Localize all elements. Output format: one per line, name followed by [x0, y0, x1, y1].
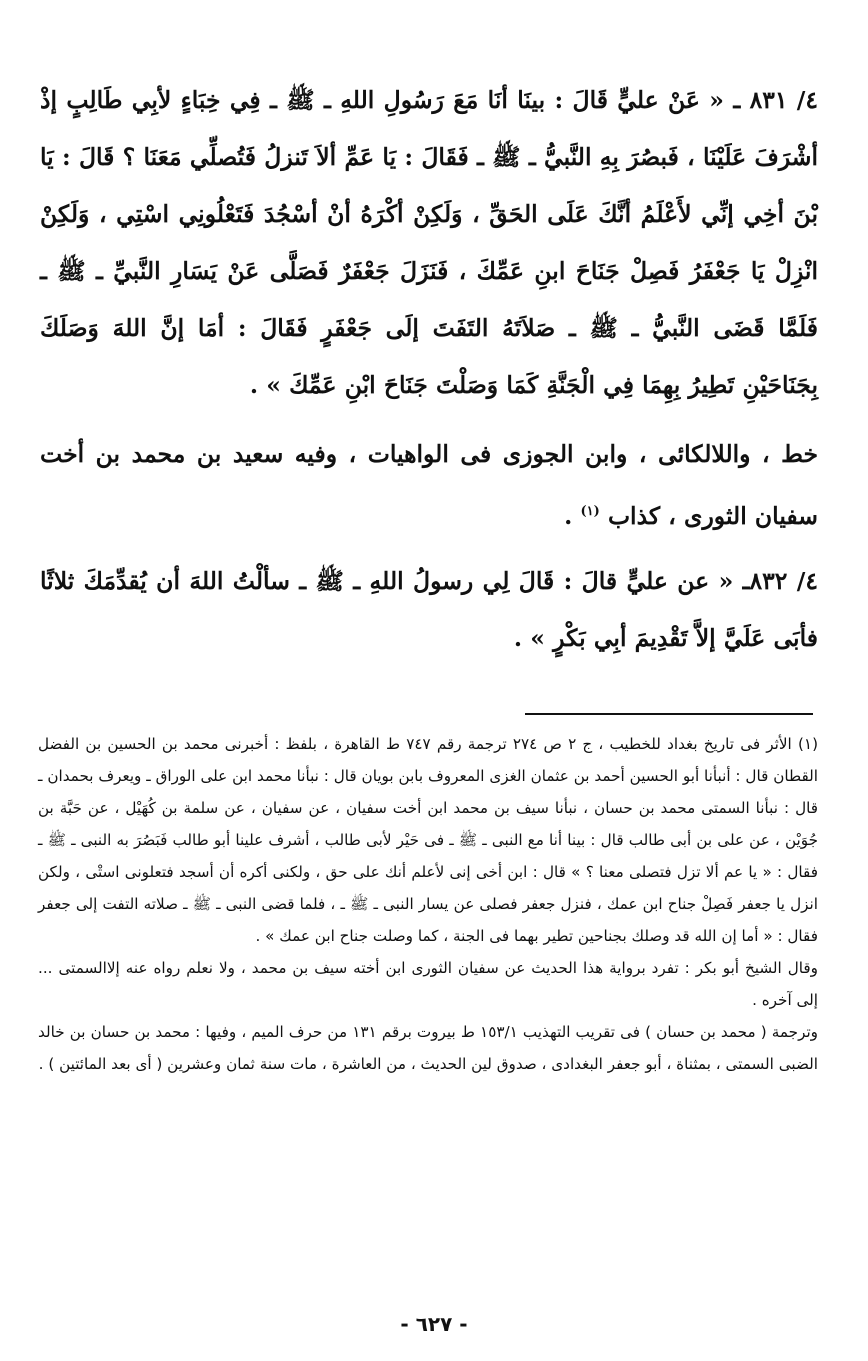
footnotes [38, 728, 818, 1080]
main-text [40, 72, 818, 667]
footnote-1-biography: وترجمة ( محمد بن حسان ) فى تقريب التهذيب ١٥٣/١ ط بيروت برقم ١٣١ من حرف الميم ، وفيها : محمد بن حسان بن خالد الضبى السمتى ، بمثناة ، أبو جعفر البغدادى ، صدوق لين الحديث ، من العاشرة ، مات سنة ثمان وعشرين ( أى بعد المائتين ) . [38, 1023, 819, 1073]
footnote-1: (١) الأثر فى تاريخ بغداد للخطيب ، ج ٢ ص ٢٧٤ ترجمة رقم ٧٤٧ ط القاهرة ، بلفظ : أخبرنى محمد بن الحسين بن الفضل القطان قال : أنبأنا أبو الحسين أحمد بن عثمان الغزى المعروف بابن بويان قال : نبأنا محمد ابن على الوراق ـ ويعرف بحمدان ـ قال : نبأنا السمتى محمد بن حسان ، نبأنا سيف بن محمد ابن أخت سفيان ، عن سفيان ، عن سلمة بن كُهَيْل ، عن حَبَّة بن جُوَيْن ، عن على بن أبى طالب قال : بينا أنا مع النبى ـ ﷺ ـ فى حَيْر لأبى طالب ، أشرف علينا أبو طالب فَبَصُرَ به النبى ـ ﷺ ـ فقال : « يا عم ألا تزل فتصلى معنا ؟ » قال : ابن أخى إنى لأعلم أنك على حق ، ولكنى أكره أن أسجد فتعلونى استْى ، ولكن انزل يا جعفر فَصِلْ جناح ابن عمك ، فنزل جعفر فصلى عن يسار النبى ـ ﷺ ـ ، فلما قضى النبى ـ ﷺ ـ صلاته التفت إلى جعفر فقال : « أما إن الله قد وصلك بجناحين تطير بهما فى الجنة ، كما وصلت جناح ابن عمك » . [38, 735, 818, 945]
page-number: - ٦٢٧ - [400, 1312, 468, 1336]
footnote-divider [525, 713, 813, 715]
source-831 [40, 426, 818, 545]
hadith-831: ٤/ ٨٣١ ـ « عَنْ عليٍّ قَالَ : بينَا أنَا مَعَ رَسُولِ اللهِ ـ ﷺ ـ فِي خِبَاءٍ لأبِي طَالِبٍ إذْ أشْرَفَ عَلَيْنَا ، فَبصُرَ بِهِ النَّبيُّ ـ ﷺ ـ فَقَالَ : يَا عَمِّ ألاَ تَنزلُ فَتُصلِّي مَعَنَا ؟ قَالَ : يَا بْنَ أخِي إنِّي لأَعْلَمُ أنَّكَ عَلَى الحَقِّ ، وَلَكِنْ أكْرَهُ أنْ أسْجُدَ فَتَعْلُونِي اسْتِي ، وَلَكِنْ انْزِلْ يَا جَعْفَرُ فَصِلْ جَنَاحَ ابنِ عَمِّكَ ، فَنَزَلَ جَعْفَرٌ فَصَلَّى عَنْ يَسَارِ النَّبيِّ ـ ﷺ ـ فَلَمَّا قَضَى النَّبيُّ ـ ﷺ ـ صَلاَتَهُ التَفَتَ إلَى جَعْفَرٍ فَقَالَ : أمَا إنَّ اللهَ وَصَلَكَ بِجَنَاحَيْنِ تَطِيرُ بِهِمَا فِي الْجَنَّةِ كَمَا وَصَلْتَ جَنَاحَ ابْنِ عَمِّكَ » . [40, 86, 819, 399]
hadith-832: ٤/ ٨٣٢ـ « عن عليٍّ قالَ : قَالَ لِي رسولُ اللهِ ـ ﷺ ـ سألْتُ اللهَ أن يُقدِّمَكَ ثلاثًا فأبَى عَلَيَّ إلاَّ تَقْدِيمَ أبِي بَكْرٍ » . [40, 566, 819, 652]
source-831-end: . [564, 501, 581, 530]
source-831-text: خط ، واللالكائى ، وابن الجوزى فى الواهيات ، وفيه سعيد بن محمد بن أخت سفيان الثورى ، كذاب [40, 440, 818, 530]
footnote-1-remark: وقال الشيخ أبو بكر : تفرد برواية هذا الحديث عن سفيان الثورى ابن أخته سيف بن محمد ، ولا نعلم رواه عنه إلاالسمتى ... إلى آخره . [38, 959, 818, 1009]
footnote-ref: (١) [580, 504, 600, 519]
